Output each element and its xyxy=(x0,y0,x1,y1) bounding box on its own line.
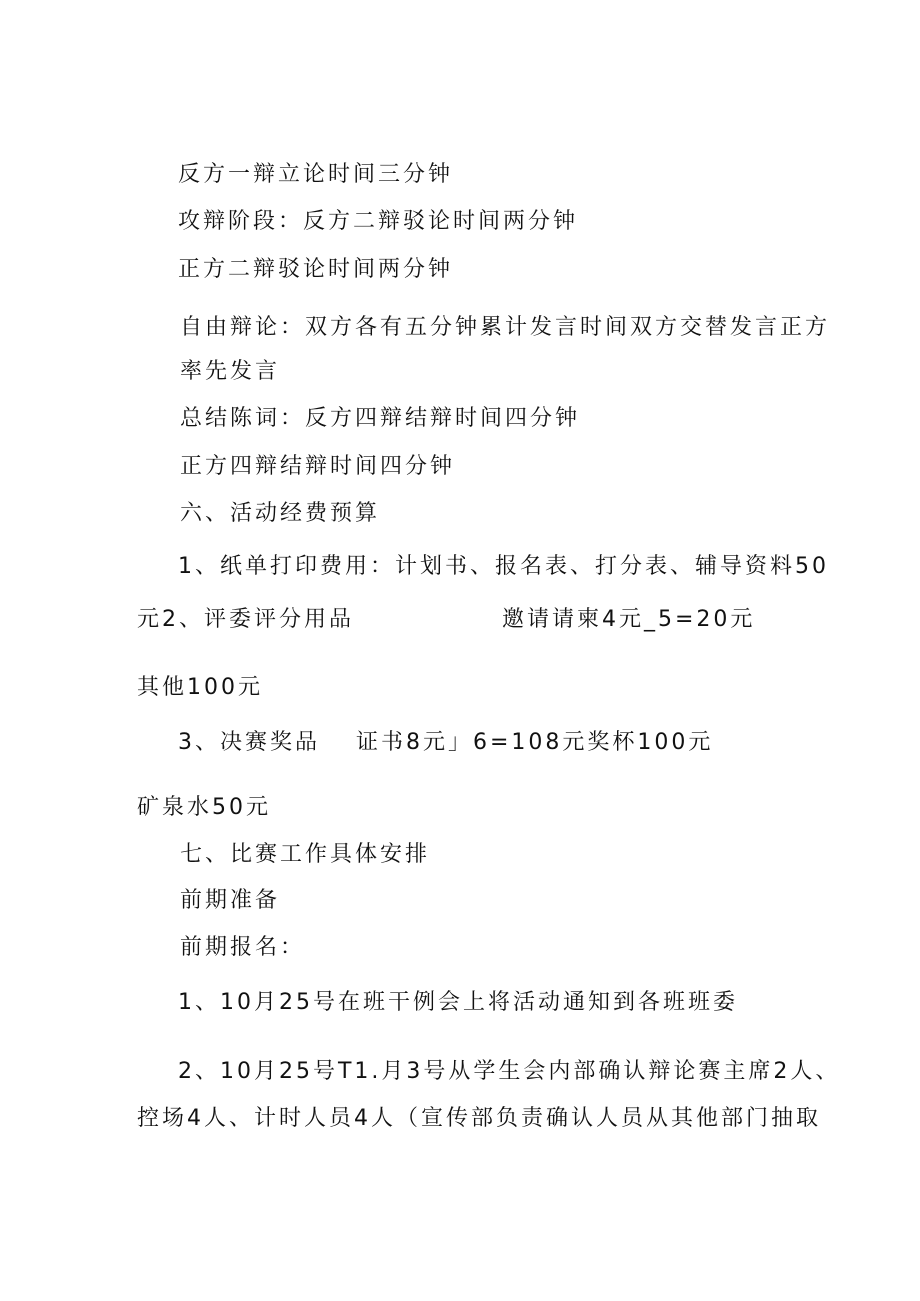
text-line-11: 邀请请柬4元_5=20元 xyxy=(502,607,756,632)
text-line-20: 2、10月25号T1.月3号从学生会内部确认辩论赛主席2人、 xyxy=(178,1059,841,1084)
text-line-2: 攻辩阶段：反方二辩驳论时间两分钟 xyxy=(178,209,579,234)
text-line-4: 自由辩论：双方各有五分钟累计发言时间双方交替发言正方 xyxy=(180,315,831,340)
text-line-8: 六、活动经费预算 xyxy=(180,501,381,526)
text-line-7: 正方四辩结辩时间四分钟 xyxy=(180,454,456,479)
text-line-16: 七、比赛工作具体安排 xyxy=(180,842,431,867)
text-line-10: 元2、评委评分用品 xyxy=(137,607,354,632)
text-line-1: 反方一辩立论时间三分钟 xyxy=(178,162,454,187)
text-line-14: 证书8元」6=108元奖杯100元 xyxy=(356,730,714,755)
text-line-9: 1、纸单打印费用：计划书、报名表、打分表、辅导资料50 xyxy=(178,554,829,579)
text-line-5: 率先发言 xyxy=(180,359,281,384)
text-line-12: 其他100元 xyxy=(137,675,263,700)
text-line-17: 前期准备 xyxy=(180,888,281,913)
text-line-15: 矿泉水50元 xyxy=(137,795,271,820)
text-line-3: 正方二辩驳论时间两分钟 xyxy=(178,257,454,282)
text-line-13: 3、决赛奖品 xyxy=(178,730,320,755)
text-line-21: 控场4人、计时人员4人（宣传部负责确认人员从其他部门抽取 xyxy=(137,1106,821,1131)
text-line-18: 前期报名： xyxy=(180,935,306,960)
text-line-19: 1、10月25号在班干例会上将活动通知到各班班委 xyxy=(178,990,738,1015)
text-line-6: 总结陈词：反方四辩结辩时间四分钟 xyxy=(180,406,581,431)
